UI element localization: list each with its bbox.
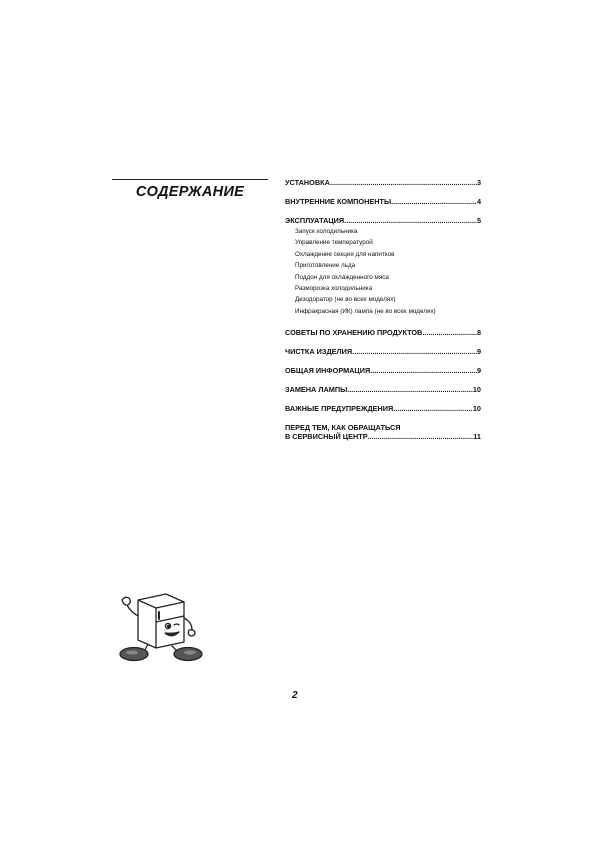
toc-entry-internal-components[interactable] xyxy=(285,197,481,206)
toc-entry-cleaning[interactable] xyxy=(285,347,481,356)
toc-subentry[interactable]: Управление температурой xyxy=(295,239,373,247)
toc-entry-title: ЧИСТКА ИЗДЕЛИЯ xyxy=(285,347,353,357)
toc-entry-title: СОВЕТЫ ПО ХРАНЕНИЮ ПРОДУКТОВ xyxy=(285,328,423,338)
leader-dots xyxy=(352,347,477,356)
toc-entry-general-info[interactable] xyxy=(285,366,481,375)
leader-dots xyxy=(370,366,477,375)
leader-dots xyxy=(391,197,477,206)
toc-entry-page: 10 xyxy=(472,385,481,395)
leader-dots xyxy=(344,216,477,225)
page-number: 2 xyxy=(292,690,298,701)
toc-entry-title: ВНУТРЕННИЕ КОМПОНЕНТЫ xyxy=(285,197,392,206)
table-of-contents xyxy=(285,178,481,441)
toc-entry-page: 8 xyxy=(476,328,481,338)
toc-subentry[interactable]: Дезодоратор (не во всех моделях) xyxy=(295,296,396,304)
toc-entry-page: 9 xyxy=(476,347,481,357)
toc-entry-title: ВАЖНЫЕ ПРЕДУПРЕЖДЕНИЯ xyxy=(285,404,394,414)
toc-subentry[interactable]: Инфракрасная (ИК) лампа (не во всех моделях) xyxy=(295,307,436,315)
toc-entry-title: ЗАМЕНА ЛАМПЫ xyxy=(285,385,348,395)
toc-entry-lamp-replacement[interactable] xyxy=(285,385,481,394)
toc-entry-page: 5 xyxy=(476,216,481,225)
toc-entry-operation[interactable] xyxy=(285,216,481,225)
toc-entry-title: ЭКСПЛУАТАЦИЯ xyxy=(285,216,345,225)
toc-entry-title: УСТАНОВКА xyxy=(285,178,330,187)
leader-dots xyxy=(368,432,474,441)
toc-entry-page: 11 xyxy=(473,432,481,442)
toc-entry-title: ОБЩАЯ ИНФОРМАЦИЯ xyxy=(285,366,371,376)
refrigerator-mascot-icon xyxy=(108,582,212,664)
toc-subentry[interactable]: Запуск холодильника xyxy=(295,228,358,235)
toc-subentry[interactable]: Разморозка холодильника xyxy=(295,285,373,293)
leader-dots xyxy=(330,178,477,187)
toc-entry-storage-tips[interactable] xyxy=(285,328,481,337)
toc-subentry[interactable]: Приготовление льда xyxy=(295,262,356,270)
toc-subentry[interactable]: Поддон для охлажденного мяса xyxy=(295,273,389,281)
contents-heading: СОДЕРЖАНИЕ xyxy=(135,184,245,200)
toc-entry-title-line2: В СЕРВИСНЫЙ ЦЕНТР xyxy=(285,432,368,442)
toc-subentry[interactable]: Охлаждение секция для напитков xyxy=(295,250,395,258)
toc-entry-page: 3 xyxy=(476,178,481,187)
toc-entry-page: 4 xyxy=(476,197,481,206)
toc-entry-service[interactable] xyxy=(285,423,481,441)
toc-entry-installation[interactable] xyxy=(285,178,481,187)
toc-entry-page: 10 xyxy=(472,404,481,414)
leader-dots xyxy=(347,385,473,394)
operation-subitems xyxy=(285,226,481,317)
toc-entry-title-line1: ПЕРЕД ТЕМ, КАК ОБРАЩАТЬСЯ xyxy=(285,423,401,433)
leader-dots xyxy=(393,404,473,413)
leader-dots xyxy=(422,328,477,337)
heading-rule xyxy=(112,179,268,180)
toc-entry-page: 9 xyxy=(476,366,481,376)
toc-entry-warnings[interactable] xyxy=(285,404,481,413)
